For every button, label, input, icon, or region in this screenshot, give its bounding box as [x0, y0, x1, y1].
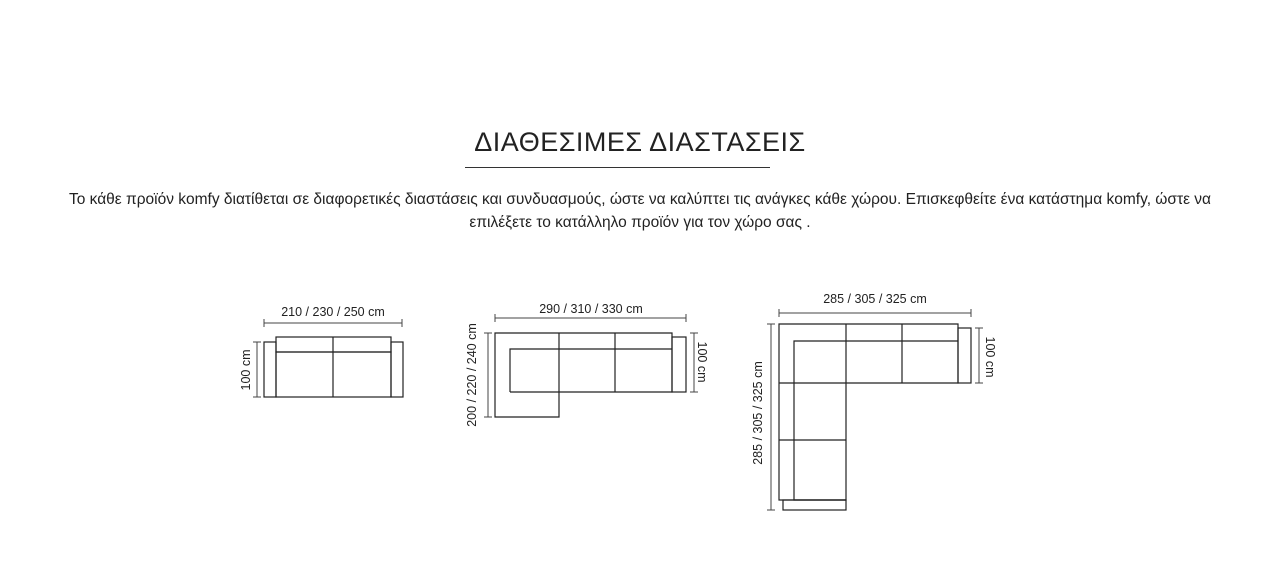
- corner-bottom-arm: [783, 500, 846, 510]
- chaise-depth-label: 100 cm: [695, 341, 709, 383]
- section-description: Το κάθε προϊόν komfy διατίθεται σε διαφορετικές διαστάσεις και συνδυασμούς, ώστε να καλύπτει τις ανάγκες κάθε χώρου. Επισκεφθείτε ένα κατάστημα komfy, ώστε να επιλέξετε το κατάλληλο προϊόν για τον χώρο σας .: [68, 191, 1212, 231]
- corner-backrest-line: [794, 341, 958, 500]
- chaise-sofa-diagram: [465, 302, 709, 427]
- chaise-right-arm: [672, 337, 686, 392]
- corner-outline: [779, 324, 958, 500]
- corner-depth-label: 100 cm: [983, 336, 997, 378]
- straight-left-arm: [264, 342, 276, 397]
- chaise-outline: [495, 333, 672, 417]
- chaise-backrest-line: [510, 349, 672, 392]
- straight-width-label: 210 / 230 / 250 cm: [281, 305, 385, 319]
- corner-sofa-diagram: [751, 292, 997, 510]
- corner-right-arm: [958, 328, 971, 383]
- straight-right-arm: [391, 342, 403, 397]
- corner-length-label: 285 / 305 / 325 cm: [751, 361, 765, 465]
- straight-depth-label: 100 cm: [239, 349, 253, 391]
- straight-sofa-diagram: [239, 305, 403, 397]
- corner-width-label: 285 / 305 / 325 cm: [823, 292, 927, 306]
- chaise-width-label: 290 / 310 / 330 cm: [539, 302, 643, 316]
- chaise-length-label: 200 / 220 / 240 cm: [465, 323, 479, 427]
- section-title: ΔΙΑΘΕΣΙΜΕΣ ΔΙΑΣΤΑΣΕΙΣ: [474, 127, 806, 157]
